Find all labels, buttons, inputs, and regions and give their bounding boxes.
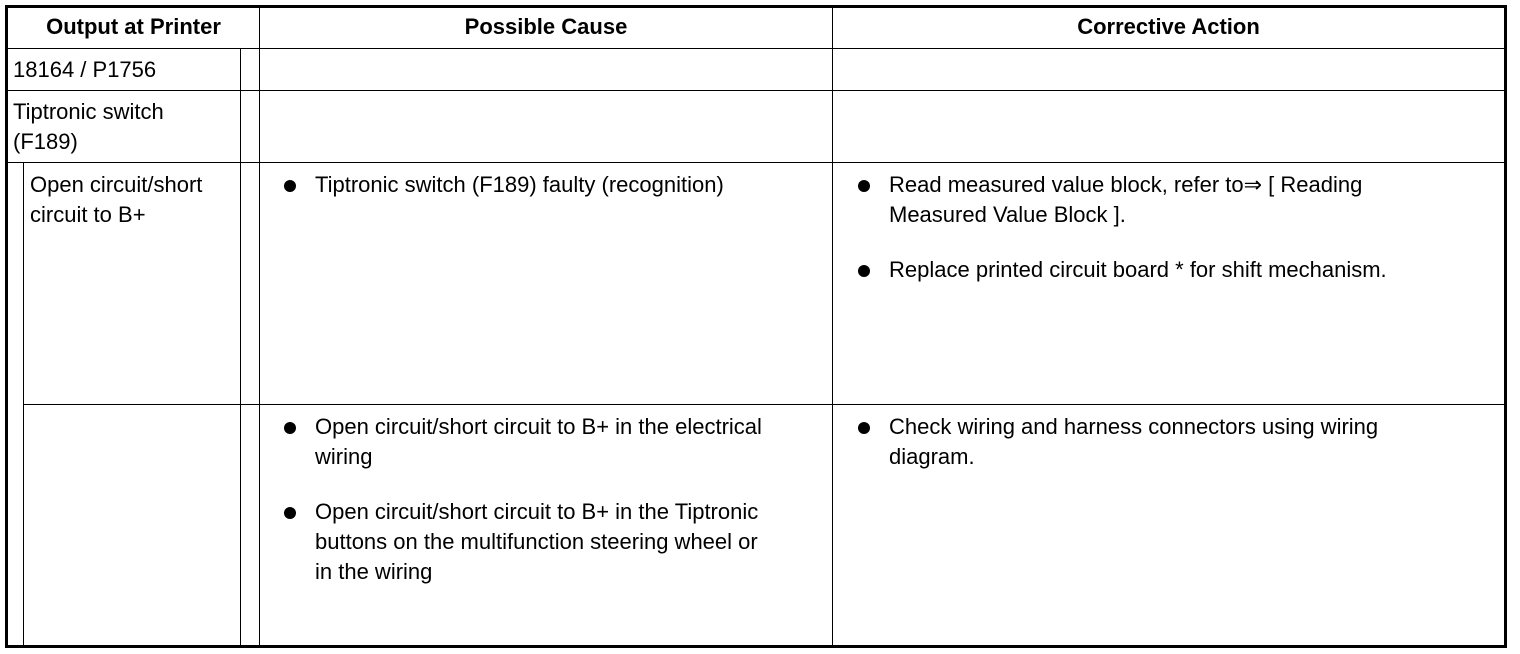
table-border-top (5, 5, 1507, 8)
action-text: diagram. (889, 444, 975, 469)
table-border-bottom (5, 645, 1507, 648)
cause-text: Tiptronic switch (F189) faulty (recognition) (315, 172, 724, 197)
fault-code: 18164 / P1756 (13, 57, 157, 82)
row-divider-code (5, 90, 1507, 91)
component-name-line1: Tiptronic switch (13, 99, 164, 124)
bullet-icon (858, 422, 870, 434)
cause-text: Open circuit/short circuit to B+ in the Tiptronic (315, 499, 759, 524)
header-possible-cause: Possible Cause (464, 14, 628, 39)
action-text: Read measured value block, refer to⇒ [ Reading (889, 172, 1363, 197)
cause-text: in the wiring (315, 559, 433, 584)
header-output-at-printer: Output at Printer (46, 14, 221, 39)
row-divider-header (5, 48, 1507, 49)
action-text: Measured Value Block ]. (889, 202, 1126, 227)
table-border-left (5, 5, 8, 648)
bullet-icon (284, 422, 296, 434)
fault-type-line1: Open circuit/short (30, 172, 203, 197)
row-divider-fault (23, 404, 1507, 405)
col-divider-1 (259, 5, 260, 648)
cause-text: Open circuit/short circuit to B+ in the electrical (315, 414, 762, 439)
bullet-icon (858, 265, 870, 277)
header-corrective-action: Corrective Action (1077, 14, 1260, 39)
cause-text: wiring (315, 444, 373, 469)
bullet-icon (858, 180, 870, 192)
table-border-right (1504, 5, 1507, 648)
fault-type-line2: circuit to B+ (30, 202, 146, 227)
bullet-icon (284, 507, 296, 519)
col-divider-indent (23, 162, 24, 648)
component-name-line2: (F189) (13, 129, 78, 154)
action-text: Replace printed circuit board * for shift mechanism. (889, 257, 1387, 282)
cause-text: buttons on the multifunction steering wheel or (315, 529, 758, 554)
row-divider-component (5, 162, 1507, 163)
col-divider-2 (832, 5, 833, 648)
col-divider-marker (240, 48, 241, 648)
action-text: Check wiring and harness connectors using wiring (889, 414, 1379, 439)
bullet-icon (284, 180, 296, 192)
